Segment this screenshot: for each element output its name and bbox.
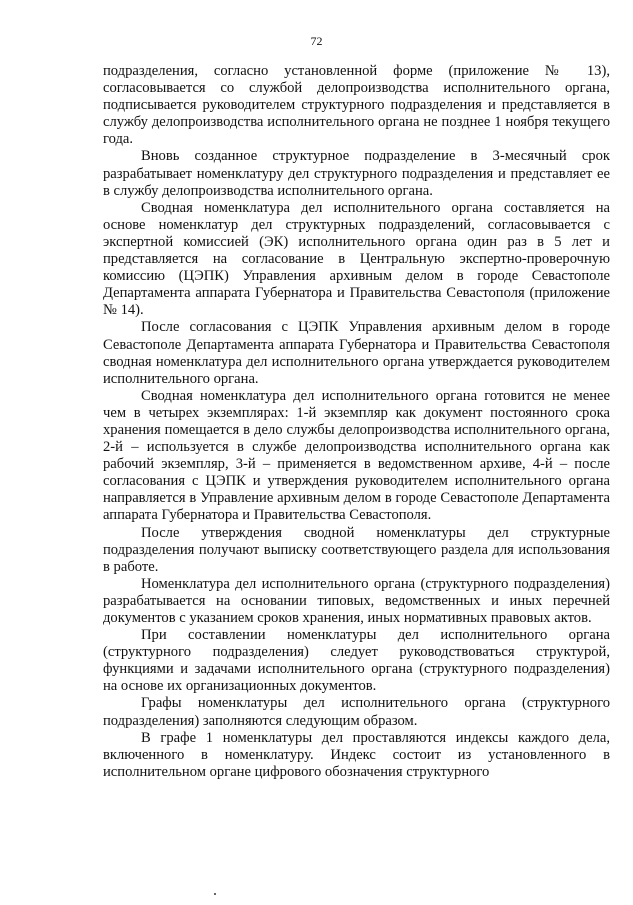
paragraph: подразделения, согласно установленной форме (приложение № 13), согласовывается со службой делопроизводства исполнительного органа, подписывается руководителем структурного подразделения и представляется в службу делопроизводства исполнительного органа не позднее 1 ноября текущего года. bbox=[103, 63, 610, 148]
scan-speck bbox=[214, 893, 216, 895]
paragraph: В графе 1 номенклатуры дел проставляются индексы каждого дела, включенного в номенклатуру. Индекс состоит из установленного в исполнительном органе цифрового обозначения структурного bbox=[103, 729, 610, 780]
page-number: 72 bbox=[310, 34, 323, 48]
paragraph: Сводная номенклатура дел исполнительного органа составляется на основе номенклатур дел структурных подразделений, согласовывается с экспертной комиссией (ЭК) исполнительного органа один раз в 5 лет и представляется на согласование в Центральную экспертно-проверочную комиссию (ЦЭПК) Управления архивным делом в городе Севастополе Департамента аппарата Губернатора и Правительства Севастополя (приложение № 14). bbox=[103, 199, 610, 319]
paragraph: После утверждения сводной номенклатуры дел структурные подразделения получают выписку соответствующего раздела для использования в работе. bbox=[103, 524, 610, 575]
paragraph: Графы номенклатуры дел исполнительного органа (структурного подразделения) заполняются следующим образом. bbox=[103, 695, 610, 729]
paragraph: Вновь созданное структурное подразделение в 3-месячный срок разрабатывает номенклатуру дел структурного подразделения и представляет ее в службу делопроизводства исполнительного органа. bbox=[103, 148, 610, 199]
paragraph: Сводная номенклатура дел исполнительного органа готовится не менее чем в четырех экземплярах: 1-й экземпляр как документ постоянного срока хранения помещается в дело службы делопроизводства исполнительного органа, 2-й – используется в службе делопроизводства исполнительного органа как рабочий экземпляр, 3-й – применяется в ведомственном архиве, 4-й – после согласования с ЦЭПК и утверждения руководителем исполнительного органа направляется в Управление архивным делом в городе Севастополе Департамента аппарата Губернатора и Правительства Севастополя. bbox=[103, 387, 610, 524]
paragraph: При составлении номенклатуры дел исполнительного органа (структурного подразделения) следует руководствоваться структурой, функциями и задачами исполнительного органа (структурного подразделения) на основе их организационных документов. bbox=[103, 627, 610, 695]
document-body bbox=[103, 63, 610, 781]
paragraph: После согласования с ЦЭПК Управления архивным делом в городе Севастополе Департамента аппарата Губернатора и Правительства Севастополя сводная номенклатура дел исполнительного органа утверждается руководителем исполнительного органа. bbox=[103, 319, 610, 387]
paragraph: Номенклатура дел исполнительного органа (структурного подразделения) разрабатывается на основании типовых, ведомственных и иных перечней документов с указанием сроков хранения, иных нормативных правовых актов. bbox=[103, 575, 610, 626]
